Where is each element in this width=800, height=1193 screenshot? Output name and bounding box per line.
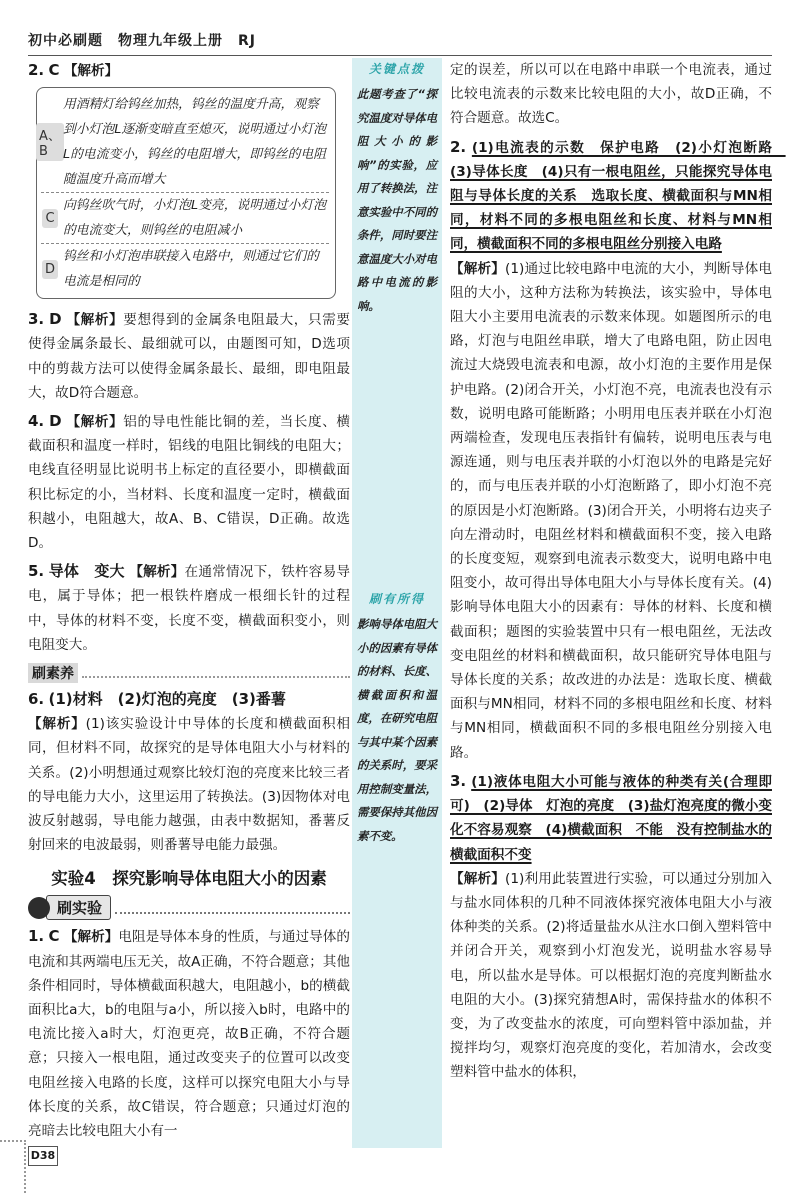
right-column (450, 58, 786, 1089)
analysis-text: 要想得到的金属条电阻最大，只需要使得金属条最长、最细就可以，由题图可知，D选项中的剪裁方法可以使得金属条最长、最细，即电阻最大，故D符合题意。 (28, 312, 350, 401)
dotted-divider (82, 668, 350, 678)
gain-tip-heading: 刷有所得 (368, 592, 425, 606)
analysis-tag: 【解析】 (66, 312, 124, 329)
question-answer: C (48, 927, 60, 946)
question-3-experiment (450, 769, 772, 1085)
question-6 (28, 687, 350, 857)
tips-sidebar (352, 58, 442, 1148)
question-number: 6. (28, 690, 45, 709)
analysis-text: 电阻是导体本身的性质，与通过导体的电流和其两端电压无关，故A正确，不符合题意；其他条件相同时，导体横截面积越大，电阻越小，b的横截面积比a大，b的电阻与a小，所以接入b时，电路中的电流比接入a时大，灯泡更亮，故B正确，不符合题意；只接入一根电阻，通过改变夹子的位置可以改变电阻丝接入电路的长度，这样可以探究电阻大小与导体长度的关系，故C错误，符合题意；只通过灯泡的亮暗去比较电阻大小有一 (28, 929, 351, 1140)
question-2-experiment (450, 135, 786, 765)
analysis-text: (1)该实验设计中导体的长度和横截面积相同，但材料不同，故探究的是导体电阻大小与材料的关系。(2)小明想通过观察比较灯泡的亮度来比较三者的导电能力大小，这里运用了转换法。(3)因物体对电波反射越弱，导电能力越强，由表中数据知，番薯反射回来的电波最弱，则番薯导电能力最强。 (28, 716, 350, 854)
page-header (28, 28, 772, 56)
option-analysis-box (36, 87, 336, 299)
analysis-text: 铝的导电性能比铜的差，当长度、横截面积和温度一样时，铝线的电阻比铜线的电阻大；电线直径明显比说明书上标定的直径要小，即横截面积比标定的小，当材料、长度和温度一定时，横截面积越小，电阻越大，故A、B、C错误，D正确。故选D。 (28, 414, 350, 552)
question-4 (28, 409, 350, 555)
gain-tip-text: 影响导体电阻大小的因素有导体的材料、长度、横截面积和温度，在研究电阻与其中某个因素的关系时，要采用控制变量法，需要保持其他因素不变。 (357, 617, 437, 843)
question-number: 2. (28, 61, 45, 79)
question-number: 5. (28, 562, 45, 581)
left-column (28, 58, 350, 1147)
key-tip-text: 此题考查了“探究温度对导体电阻大小的影响”的实验，应用了转换法，注意实验中不同的条件，同时要注意温度大小对电路中电流的影响。 (357, 87, 437, 313)
experiment-label: 刷实验 (46, 895, 111, 920)
question-2 (28, 58, 350, 299)
page-number: D38 (28, 1146, 58, 1166)
dotted-divider (115, 902, 350, 914)
brush-icon (28, 897, 50, 919)
analysis-tag: 【解析】 (28, 716, 86, 733)
continued-text: 定的误差，所以可以在电路中串联一个电流表，通过比较电流表的示数来比较电阻的大小，故D正确，不符合题意。故选C。 (450, 62, 772, 127)
brush-literacy-label: 刷素养 (28, 663, 78, 683)
analysis-text: (1)利用此装置进行实验，可以通过分别加入与盐水同体积的几种不同液体探究液体电阻大小与液体种类的关系。(2)将适量盐水从注水口倒入塑料管中并闭合开关，观察到小灯泡发光，说明盐水容易导电，所以盐水是导体。可以根据灯泡的亮度判断盐水电阻的大小。(3)探究猜想A时，需保持盐水的体积不变，为了改变盐水的浓度，可向塑料管中添加盐，并搅拌均匀，观察灯泡亮度的变化，若加清水，会改变塑料管中盐水的体积， (450, 870, 772, 1081)
brush-literacy-header (28, 663, 350, 683)
question-3 (28, 307, 350, 405)
option-text: 用酒精灯给钨丝加热，钨丝的温度升高，观察到小灯泡L逐渐变暗直至熄灭，说明通过小灯泡L的电流变小，钨丝的电阻增大，即钨丝的电阻随温度升高而增大 (63, 97, 327, 188)
option-text: 钨丝和小灯泡串联接入电路中，则通过它们的电流是相同的 (63, 249, 319, 290)
option-row (41, 193, 329, 244)
option-letter: C (42, 209, 57, 228)
question-number: 2. (450, 137, 467, 156)
option-row (41, 244, 329, 294)
question-answer: D (49, 310, 62, 329)
question-answer: 导体 变大 (48, 562, 125, 581)
analysis-text: 在通常情况下，铁杵容易导电，属于导体；把一根铁杵磨成一根细长针的过程中，导体的材料不变，长度不变，横截面积变小，则电阻变大。 (28, 564, 351, 653)
question-5 (28, 559, 350, 657)
question-1 (28, 924, 350, 1143)
analysis-text: (1)通过比较电路中电流的大小，判断导体电阻的大小，这种方法称为转换法，该实验中，导体电阻大小主要用电流表的示数来体现。如题图所示的电路，灯泡与电阻丝串联，增大了电路电阻，防止因电流过大烧毁电流表和电源，故小灯泡的主要作用是保护电路。(2)闭合开关，小灯泡不亮，电流表也没有示数，说明电路可能断路；小明用电压表并联在小灯泡两端检查，发现电压表指针有偏转，说明电压表与电源连通，则与电压表并联的小灯泡以外的电路是完好的，而与电压表并联的小灯泡断路了，即小灯泡不亮的原因是小灯泡断路。(3)闭合开关，小明将右边夹子向左滑动时，电阻丝材料和横截面积不变，接入电路的长度变短，观察到电流表示数变大，说明电路中电阻变小，故可得出导体电阻大小与导体长度有关。(4)影响导体电阻大小的因素有：导体的材料、长度和横截面积；题图的实验装置中只有一根电阻丝，无法改变电阻丝的材料和横截面积，故只能研究导体电阻与导体长度的关系；故改进的办法是：选取长度、横截面积与MN相同，材料不同的多根电阻丝和长度、材料与MN相同，横截面积不同的多根电阻丝分别接入电路。 (450, 260, 772, 761)
option-text: 向钨丝吹气时，小灯泡L变亮，说明通过小灯泡的电流变大，则钨丝的电阻减小 (63, 198, 327, 239)
question-answer: (1)材料 (2)灯泡的亮度 (3)番薯 (48, 690, 286, 709)
option-row (41, 92, 329, 193)
question-number: 3. (28, 310, 45, 329)
analysis-tag: 【解析】 (450, 260, 506, 277)
question-number: 1. (28, 927, 45, 946)
question-answer: D (49, 412, 62, 431)
option-letter: D (42, 260, 58, 279)
section-title: 实验4 探究影响导体电阻大小的因素 (51, 869, 327, 889)
analysis-tag: 【解析】 (63, 63, 119, 79)
option-letter: A、B (36, 123, 64, 161)
question-answer: (1)电流表的示数 保护电路 (2)小灯泡断路 (3)导体长度 (4)只有一根电阻丝，只能探究导体电阻与导体长度的关系 选取长度、横截面积与MN相同，材料不同的多根电阻丝和长度、材料与MN相同，横截面积不同的多根电阻丝分别接入电路 (450, 139, 786, 253)
key-tip-heading: 关键点拨 (368, 62, 425, 76)
experiment-header (28, 895, 350, 920)
question-answer: C (48, 61, 60, 79)
question-answer: (1)液体电阻大小可能与液体的种类有关(合理即可) (2)导体 灯泡的亮度 (3)盐灯泡亮度的微小变化不容易观察 (4)横截面积 不能 没有控制盐水的横截面积不变 (450, 773, 772, 863)
analysis-tag: 【解析】 (63, 929, 119, 946)
header-title: 初中必刷题 物理九年级上册 RJ (28, 33, 256, 49)
analysis-tag: 【解析】 (129, 564, 185, 581)
corner-decoration (0, 1140, 26, 1193)
analysis-tag: 【解析】 (450, 870, 506, 887)
question-number: 4. (28, 412, 45, 431)
question-number: 3. (450, 771, 467, 790)
analysis-tag: 【解析】 (66, 414, 124, 431)
